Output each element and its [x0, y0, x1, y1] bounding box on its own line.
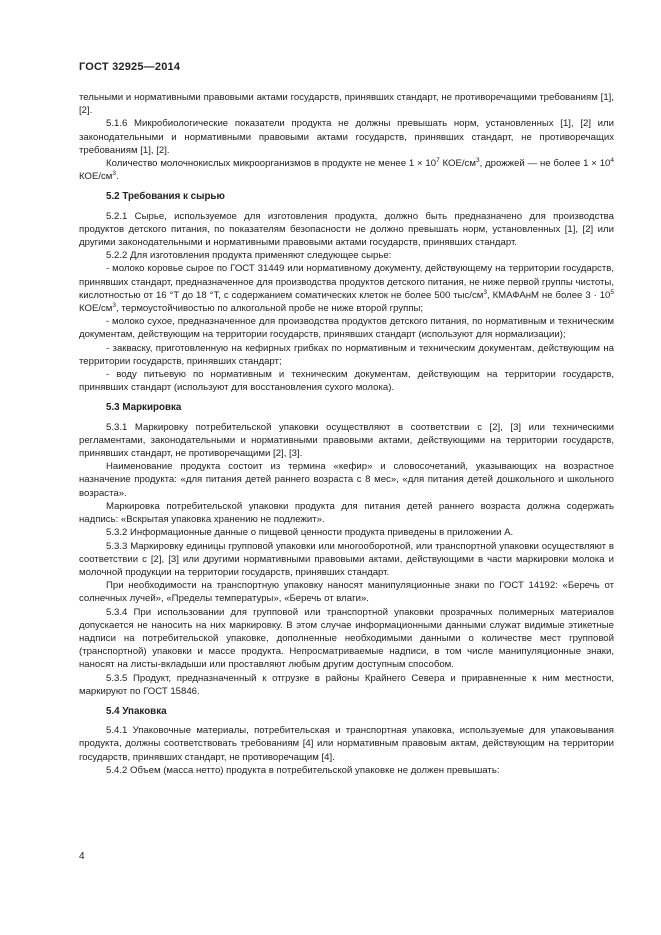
- paragraph: 5.2.1 Сырье, используемое для изготовления продукта, должно быть предназначено для производства продуктов детского питания, по показателям безопасности не должно превышать норм, установленных [1], [2] или другими законодательными и нормативными правовыми актами государств, принявших стандарт.: [79, 210, 614, 249]
- list-item: - закваску, приготовленную на кефирных грибках по нормативным и техническим документам, действующим на территории государств, принявших стандарт;: [79, 342, 614, 367]
- list-item: - молоко сухое, предназначенное для производства продуктов детского питания, по нормативным и техническим документам, действующим на территории государств, принявших стандарт (используют для нормализации);: [79, 316, 614, 341]
- text-run: , термоустойчивостью по алкогольной пробе не ниже второй группы;: [116, 303, 424, 315]
- text-run: Количество молочнокислых микроорганизмов в продукте не менее 1 × 10: [106, 158, 437, 170]
- list-item: [79, 262, 614, 315]
- paragraph: 5.3.5 Продукт, предназначенный к отгрузке в районы Крайнего Севера и приравненные к ним местности, маркируют по ГОСТ 15846.: [79, 672, 614, 697]
- paragraph: [79, 157, 614, 183]
- text-run: КОЕ/см: [79, 171, 113, 183]
- superscript: 7: [436, 157, 440, 165]
- superscript: 3: [112, 170, 117, 178]
- page-number: 4: [79, 851, 85, 862]
- paragraph: тельными и нормативными правовыми актами государств, принявших стандарт, не противоречащими требованиям [1], [2].: [79, 92, 614, 117]
- section-heading: 5.2 Требования к сырью: [106, 191, 225, 203]
- superscript: 3: [112, 302, 117, 310]
- text-run: .: [116, 171, 119, 183]
- text-run: КОЕ/см: [439, 158, 476, 170]
- text-run: , КМАФАнМ не более 3 · 10: [487, 289, 611, 301]
- paragraph: Наименование продукта состоит из термина «кефир» и словосочетаний, указывающих на возрастное назначение продукта: «для питания детей раннего возраста с 8 мес», «для питания детей дошкольного и школьного возраста».: [79, 461, 614, 499]
- paragraph: 5.2.2 Для изготовления продукта применяют следующее сырье:: [106, 250, 392, 262]
- paragraph: 5.3.1 Маркировку потребительской упаковки осуществляют в соответствии с [2], [3] или техническими регламентами, законодательными и нормативными правовыми актами, действующими на территории государств, принявших стандарт, не противоречащими [2], [3].: [79, 421, 614, 460]
- list-item: - воду питьевую по нормативным и техническим документам, действующим на территории государств, принявших стандарт (используют для восстановления сухого молока).: [79, 369, 614, 394]
- paragraph: 5.1.6 Микробиологические показатели продукта не должны превышать норм, установленных [1], [2] или законодательными и нормативными правовыми актами государств, принявших стандарт, не противоречащих требованиям [1], [2].: [79, 118, 614, 156]
- text-run: КОЕ/см: [79, 303, 113, 315]
- paragraph: 5.3.2 Информационные данные о пищевой ценности продукта приведены в приложении А.: [106, 527, 514, 539]
- document-body: [79, 91, 614, 777]
- superscript: 3: [483, 288, 487, 296]
- section-heading: 5.3 Маркировка: [106, 402, 182, 414]
- document-header: ГОСТ 32925—2014: [79, 61, 181, 73]
- text-run: - молоко коровье сырое по ГОСТ 31449 или нормативному документу, действующему на территории государств, принявших стандарт, предназначенное для производства продуктов детского питания, не ниже первой группы чистоты, кислотностью от 16 °Т до 18 °Т, с содержанием соматических клеток не более 500 тыс/см: [79, 263, 614, 301]
- paragraph: 5.3.4 При использовании для групповой или транспортной упаковки прозрачных полимерных материалов допускается не наносить на них маркировку. В этом случае информационными данными служат видимые этикетные надписи на потребительской упаковке, дополненные необходимыми данными о количестве мест групповой (транспортной) упаковки и массе продукта. Непросматриваемые надписи, в том числе манипуляционные знаки, наносят на листы-вкладыши или проставляют любым другим доступным способом.: [79, 606, 614, 671]
- paragraph: 5.3.3 Маркировку единицы групповой упаковки или многооборотной, или транспортной упаковки осуществляют в соответствии с [2], [3] или другими нормативными правовыми актами, действующими в части маркировки молока и молочной продукции на территории государств, принявших стандарт.: [79, 540, 614, 578]
- superscript: 4: [610, 157, 614, 165]
- superscript: 3: [475, 157, 480, 165]
- paragraph: При необходимости на транспортную упаковку наносят манипуляционные знаки по ГОСТ 14192: «Беречь от солнечных лучей», «Пределы температуры», «Беречь от влаги».: [79, 580, 614, 605]
- text-run: , дрожжей — не более 1 × 10: [479, 158, 611, 170]
- superscript: 5: [610, 288, 614, 296]
- paragraph: 5.4.1 Упаковочные материалы, потребительская и транспортная упаковка, используемые для упаковывания продукта, должны соответствовать требованиям [4] или нормативным правовым актам, действующим на территории государств, принявших стандарт, не противоречащим [4].: [79, 725, 614, 763]
- paragraph: Маркировка потребительской упаковки продукта для питания детей раннего возраста должна содержать надпись: «Вскрытая упаковка хранению не подлежит».: [79, 500, 614, 526]
- paragraph: 5.4.2 Объем (масса нетто) продукта в потребительской упаковке не должен превышать:: [106, 764, 500, 776]
- section-heading: 5.4 Упаковка: [106, 705, 167, 717]
